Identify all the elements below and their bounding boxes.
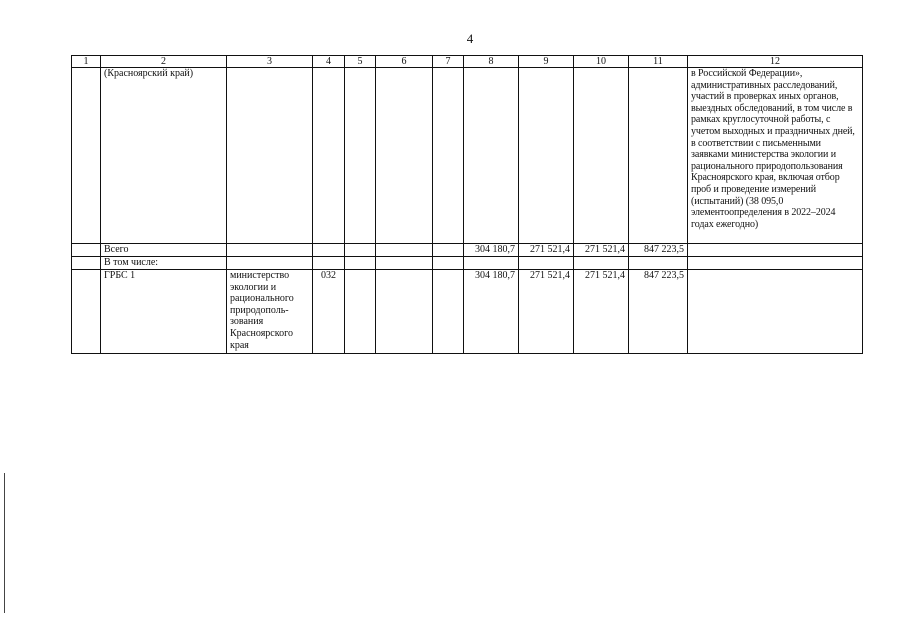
table-cell (433, 68, 464, 244)
table-cell: Всего (101, 244, 227, 257)
table-cell: В том числе: (101, 257, 227, 270)
table-cell (376, 257, 433, 270)
table-cell: 032 (313, 270, 345, 354)
table-cell (574, 257, 629, 270)
table-cell (313, 68, 345, 244)
table-cell: 271 521,4 (574, 244, 629, 257)
table-cell (313, 244, 345, 257)
table-cell (629, 68, 688, 244)
table-cell (72, 270, 101, 354)
table-cell (227, 68, 313, 244)
column-header: 6 (376, 56, 433, 68)
column-header: 5 (345, 56, 376, 68)
table-row (72, 244, 863, 257)
table-cell (519, 68, 574, 244)
table-cell (688, 244, 863, 257)
table-cell (227, 257, 313, 270)
budget-table (71, 55, 863, 354)
table-cell: 304 180,7 (464, 270, 519, 354)
table-cell (629, 257, 688, 270)
table-cell: 847 223,5 (629, 270, 688, 354)
table-cell (433, 244, 464, 257)
page-number: 4 (466, 31, 474, 46)
table-cell (345, 244, 376, 257)
table-cell (72, 68, 101, 244)
table-cell (464, 257, 519, 270)
table-cell (376, 270, 433, 354)
table-cell: (Красноярский край) (101, 68, 227, 244)
column-header: 9 (519, 56, 574, 68)
table-cell (433, 270, 464, 354)
column-header: 2 (101, 56, 227, 68)
column-header: 3 (227, 56, 313, 68)
table-row (72, 270, 863, 354)
table-cell (464, 68, 519, 244)
table-cell (72, 257, 101, 270)
table-cell: 304 180,7 (464, 244, 519, 257)
column-header: 7 (433, 56, 464, 68)
table-cell (313, 257, 345, 270)
table-cell (227, 244, 313, 257)
table-cell: 271 521,4 (574, 270, 629, 354)
table-cell (376, 68, 433, 244)
table-row (72, 257, 863, 270)
table-cell (345, 68, 376, 244)
column-header: 12 (688, 56, 863, 68)
column-header: 11 (629, 56, 688, 68)
table-cell: 271 521,4 (519, 244, 574, 257)
scan-margin-line (4, 473, 5, 613)
table-cell: 271 521,4 (519, 270, 574, 354)
table-cell: министерство экологии и рационального природополь-зования Красноярского края (227, 270, 313, 354)
table-cell (688, 270, 863, 354)
column-header: 4 (313, 56, 345, 68)
table-cell (519, 257, 574, 270)
table-cell (433, 257, 464, 270)
table-cell (376, 244, 433, 257)
column-header: 1 (72, 56, 101, 68)
column-header: 10 (574, 56, 629, 68)
column-header: 8 (464, 56, 519, 68)
table-cell (574, 68, 629, 244)
table-cell (345, 257, 376, 270)
table-cell: ГРБС 1 (101, 270, 227, 354)
table-cell (72, 244, 101, 257)
table-header-row (72, 56, 863, 68)
table-cell-description: в Российской Федерации», административных расследований, участий в проверках иных органов, выездных обследований, в том числе в рамках круглосуточной работы, с учетом выходных и праздничных дней, в соответствии с письменными заявками министерства экологии и рационального природопользования Красноярского края, включая отбор проб и проведение измерений (испытаний) (38 095,0 элементоопределения в 2022–2024 годах ежегодно) (688, 68, 863, 244)
table-row (72, 68, 863, 244)
table-cell (688, 257, 863, 270)
table-cell: 847 223,5 (629, 244, 688, 257)
table-cell (345, 270, 376, 354)
